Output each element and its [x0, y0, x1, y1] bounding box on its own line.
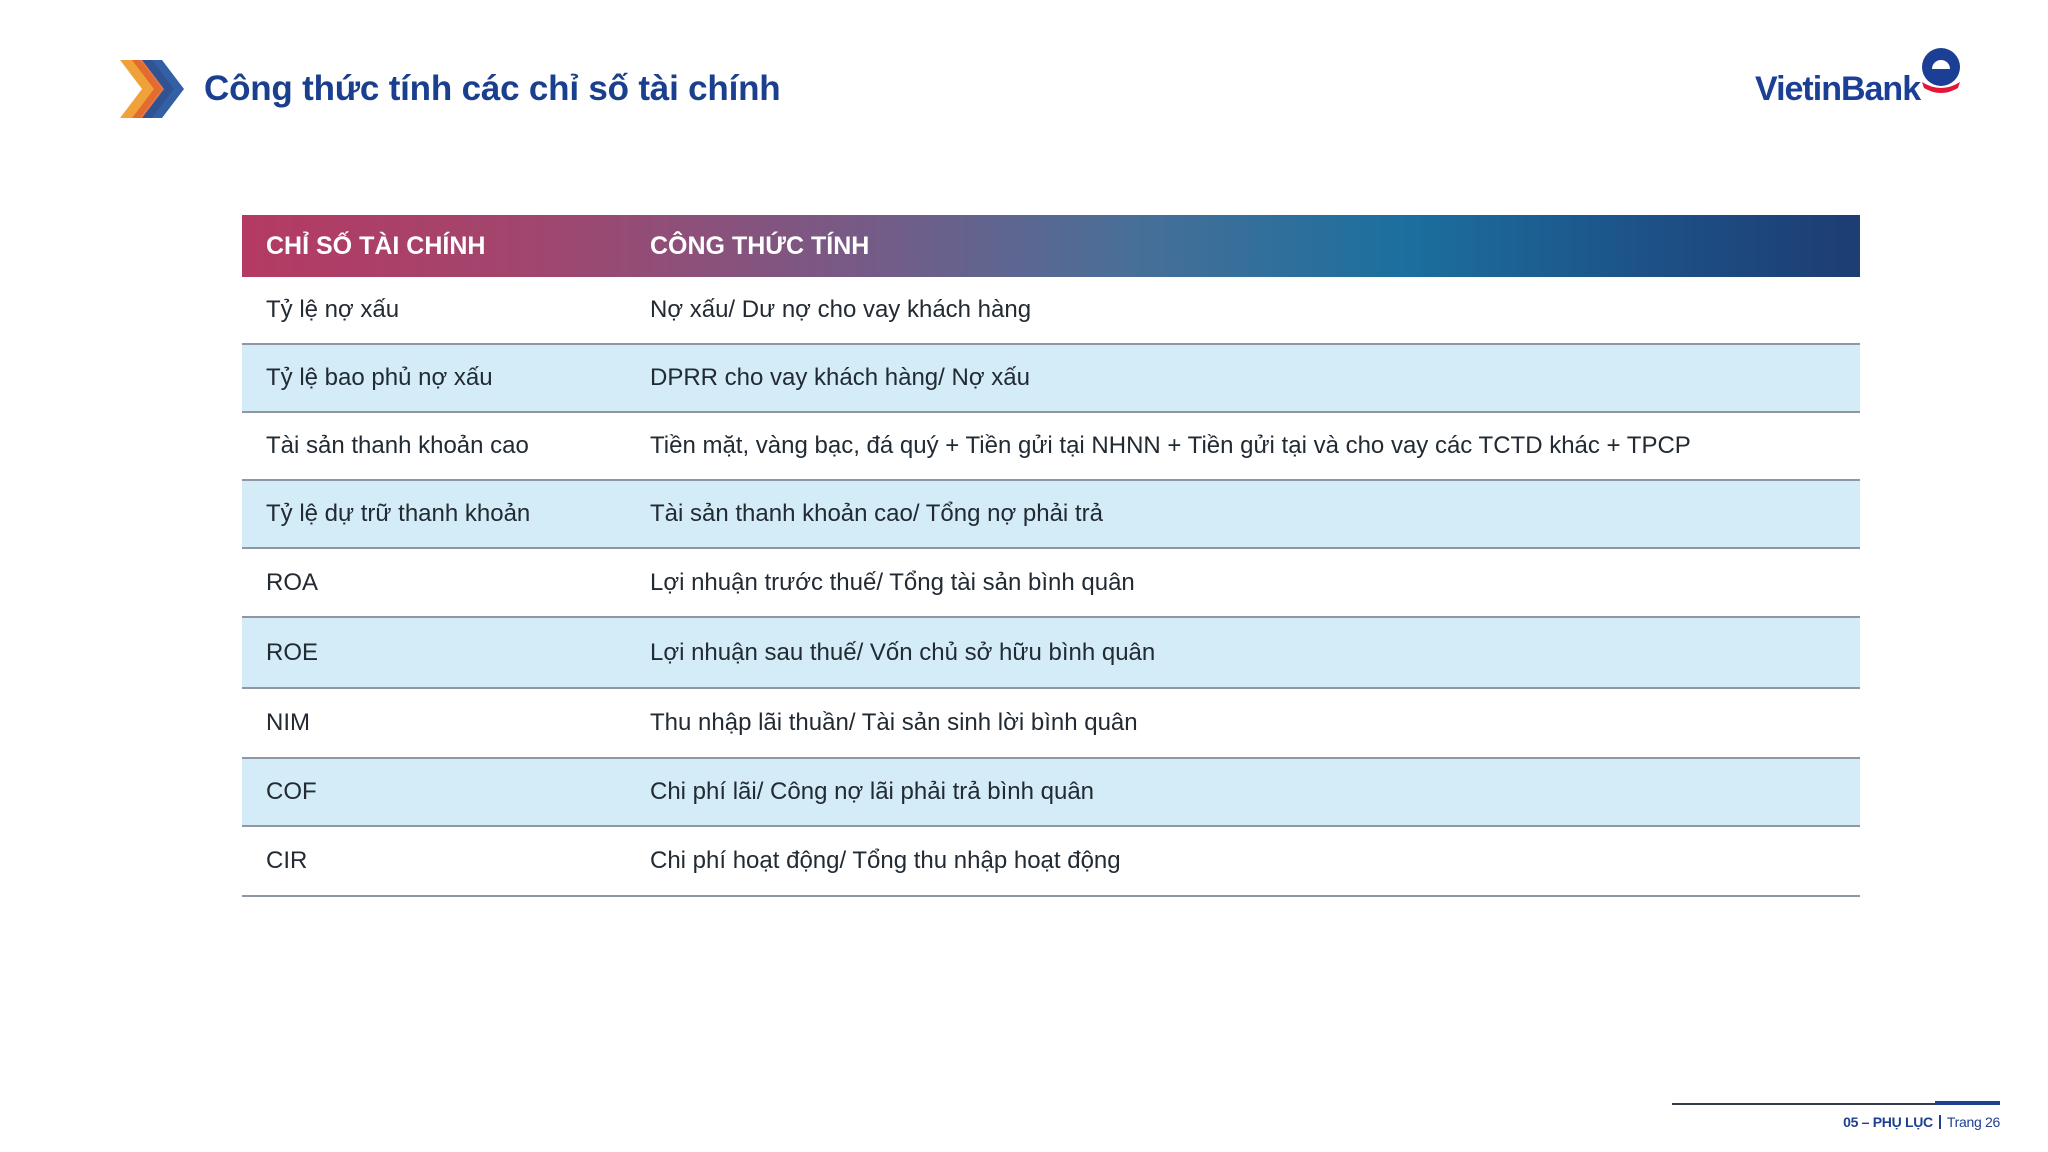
- indicator-formula: Tiền mặt, vàng bạc, đá quý + Tiền gửi tại NHNN + Tiền gửi tại và cho vay các TCTD khác + TPCP: [650, 432, 1691, 459]
- indicator-formula: Chi phí hoạt động/ Tổng thu nhập hoạt động: [650, 847, 1121, 874]
- indicator-formula: Lợi nhuận sau thuế/ Vốn chủ sở hữu bình quân: [650, 638, 1156, 666]
- indicator-formula: Tài sản thanh khoản cao/ Tổng nợ phải trả: [650, 500, 1103, 527]
- vietinbank-logo: [1755, 40, 1964, 106]
- ratio-formula-table: [242, 215, 1860, 897]
- indicator-name: NIM: [266, 709, 310, 736]
- indicator-formula: Lợi nhuận trước thuế/ Tổng tài sản bình quân: [650, 568, 1135, 596]
- indicator-formula: Thu nhập lãi thuần/ Tài sản sinh lời bình quân: [650, 709, 1138, 736]
- table-row: [242, 345, 1860, 413]
- table-row: [242, 827, 1860, 897]
- table-row: [242, 759, 1860, 827]
- footer: [1843, 1114, 2000, 1130]
- vietinbank-logo-icon: [1918, 46, 1964, 98]
- table-row: [242, 618, 1860, 689]
- indicator-name: Tỷ lệ dự trữ thanh khoản: [266, 500, 531, 527]
- table-row: [242, 277, 1860, 345]
- footer-section: 05 – PHỤ LỤC: [1843, 1114, 1933, 1130]
- brand-name: VietinBank: [1755, 70, 1921, 108]
- table-row: [242, 481, 1860, 549]
- indicator-name: Tỷ lệ bao phủ nợ xấu: [266, 364, 493, 391]
- table-header: [242, 215, 1860, 277]
- footer-accent: [1935, 1101, 2000, 1105]
- indicator-name: ROA: [266, 568, 319, 596]
- header-formula: CÔNG THỨC TÍNH: [650, 231, 870, 260]
- indicator-formula: Chi phí lãi/ Công nợ lãi phải trả bình quân: [650, 778, 1095, 805]
- page-title: Công thức tính các chỉ số tài chính: [204, 69, 781, 108]
- indicator-name: Tài sản thanh khoản cao: [266, 432, 529, 459]
- table-row: [242, 549, 1860, 618]
- table-row: [242, 413, 1860, 481]
- footer-separator: [1939, 1115, 1941, 1129]
- indicator-name: Tỷ lệ nợ xấu: [266, 296, 400, 323]
- indicator-name: COF: [266, 778, 317, 805]
- chevrons-icon: [118, 56, 184, 122]
- indicator-name: ROE: [266, 638, 319, 666]
- title-bar: [118, 56, 780, 122]
- indicator-formula: Nợ xấu/ Dư nợ cho vay khách hàng: [650, 296, 1032, 323]
- indicator-name: CIR: [266, 847, 308, 874]
- table-row: [242, 689, 1860, 759]
- header-indicator: CHỈ SỐ TÀI CHÍNH: [266, 231, 486, 260]
- indicator-formula: DPRR cho vay khách hàng/ Nợ xấu: [650, 364, 1030, 391]
- footer-page-number: Trang 26: [1946, 1114, 2000, 1130]
